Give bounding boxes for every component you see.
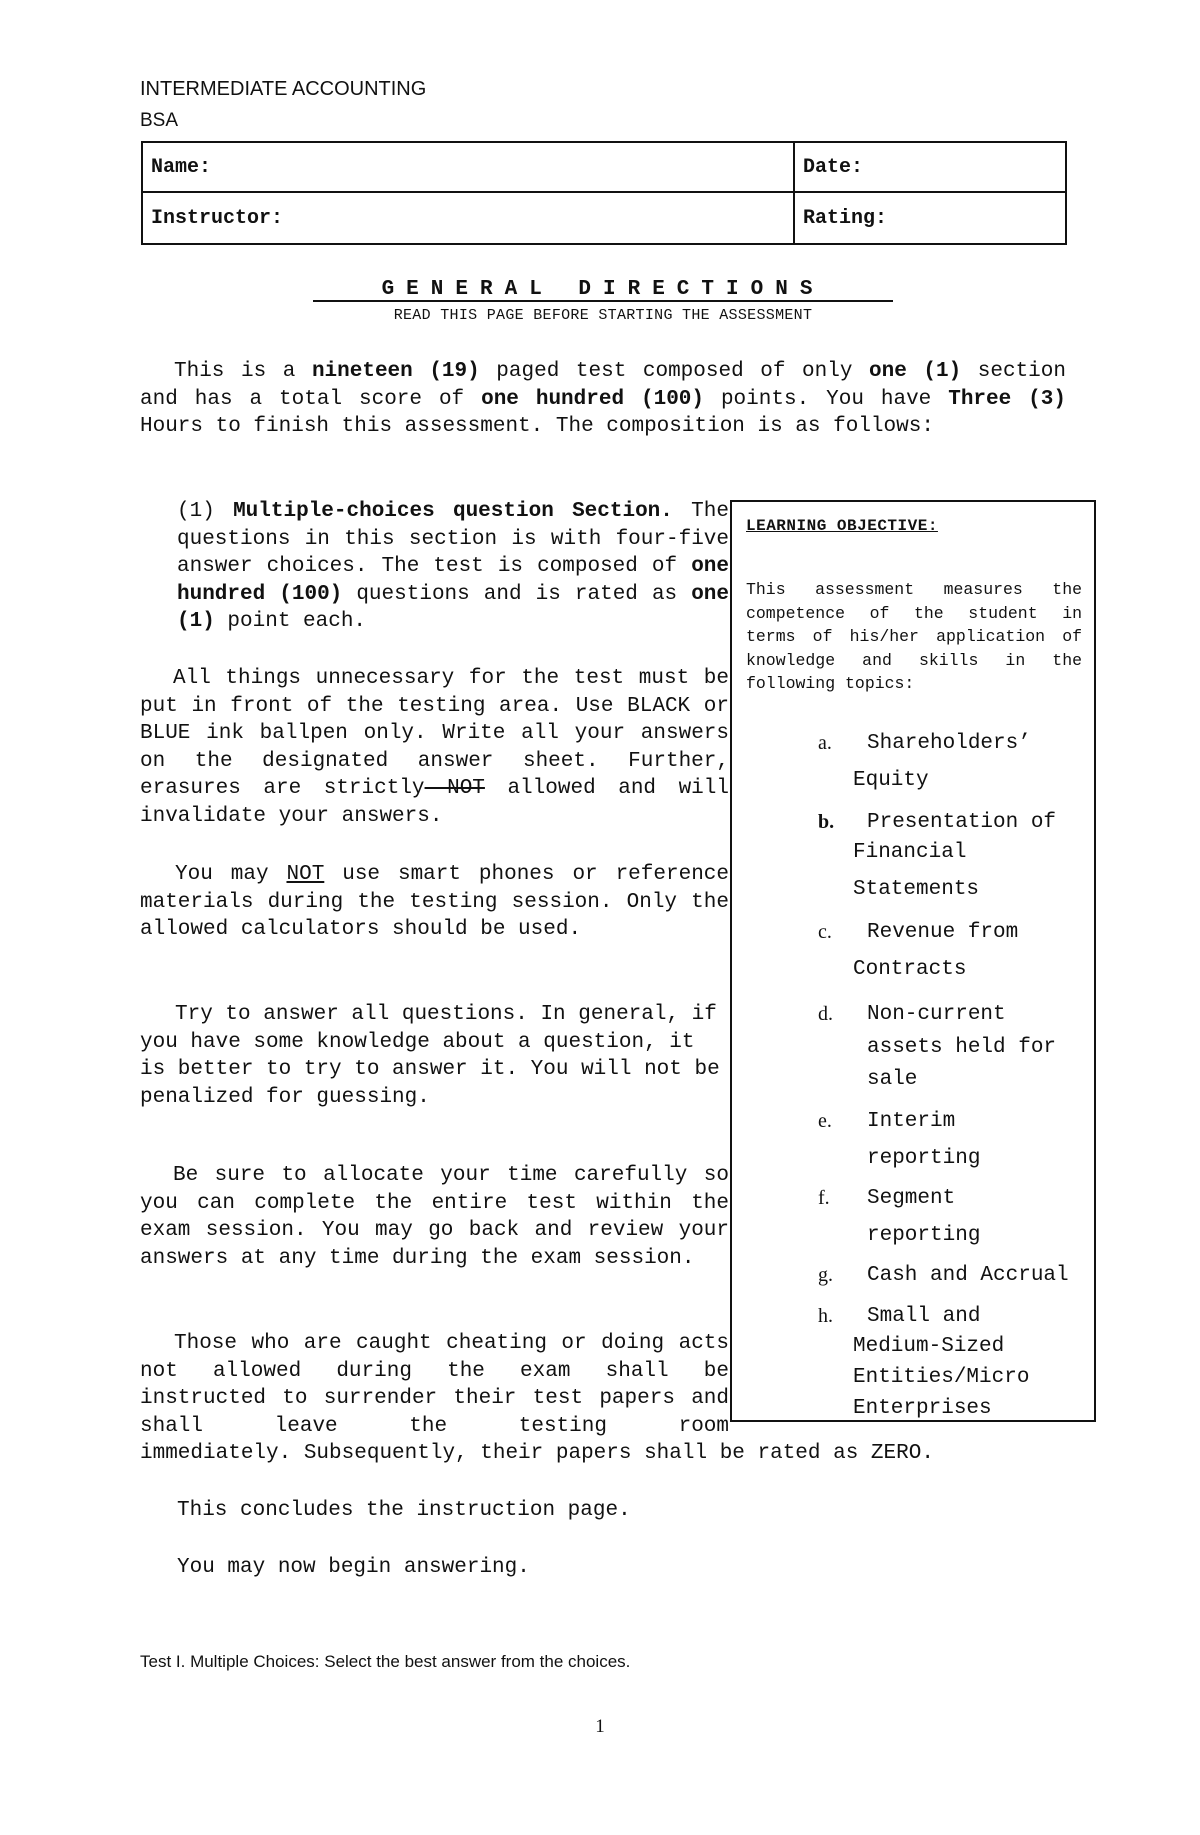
learning-objective-box: LEARNING OBJECTIVE: This assessment measures the competence of the student in terms of his/her application of knowledge and skills in the following topics: a. Shareholders’ Equity b. Presentation of Financial Statements c. Revenue from Contracts d. Non-current assets held for sale e. Interim reporting f. Segment reporting g. Cash and Accrual h. Small and Medium-Sized Entities/Micro Enterprises [730,500,1096,1422]
directions-subtitle: READ THIS PAGE BEFORE STARTING THE ASSESSMENT [393,307,813,324]
page-number: 1 [595,1716,605,1737]
test-section-label: Test I. Multiple Choices: Select the best answer from the choices. [140,1652,631,1671]
conclusion-text: This concludes the instruction page. [177,1499,631,1522]
rule-cheating: Those who are caught cheating or doing acts not allowed during the exam shall be instructed to surrender their test papers and shall leave the testing room [140,1332,729,1438]
rating-field[interactable]: Rating: [794,192,1066,244]
date-field[interactable]: Date: [794,142,1066,192]
rule-time: Be sure to allocate your time carefully so you can complete the entire test within the exam session. You may go back and review your answers at any time during the exam session. [140,1164,729,1270]
section-description: (1) Multiple-choices question Section. The questions in this section is with four-five answer choices. The test is composed of one hundred (100) questions and is rated as one (1) point each. [177,500,730,633]
intro-paragraph: This is a nineteen (19) paged test composed of only one (1) section and has a total score of one hundred (100) points. You have Three (3) Hours to finish this assessment. The composition is as follows: [140,360,1066,438]
name-field[interactable]: Name: [142,142,794,192]
rule-cheating-end: immediately. Subsequently, their papers shall be rated as ZERO. [140,1442,934,1465]
learning-objective-title: LEARNING OBJECTIVE: [746,517,938,535]
rule-phones: You may NOT use smart phones or reference materials during the testing session. Only the allowed calculators should be used. [140,863,729,941]
directions-title: GENERAL DIRECTIONS [381,278,825,301]
student-info-table [141,141,1067,245]
learning-objective-text: This assessment measures the competence of the student in terms of his/her application of knowledge and skills in the following topics: [746,580,1082,693]
instructor-field[interactable]: Instructor: [142,192,794,244]
directions-title-underline [313,300,893,302]
course-title: INTERMEDIATE ACCOUNTING [140,78,427,100]
begin-text: You may now begin answering. [177,1556,530,1579]
program-label: BSA [140,110,179,131]
rule-materials: All things unnecessary for the test must be put in front of the testing area. Use BLACK or BLUE ink ballpen only. Write all your answers on the designated answer sheet. Further, erasures are strictly NOT allowed and will invalidate your answers. [140,667,729,828]
rule-guessing: Try to answer all questions. In general, if you have some knowledge about a question, it is better to try to answer it. You will not be penalized for guessing. [140,1003,720,1109]
